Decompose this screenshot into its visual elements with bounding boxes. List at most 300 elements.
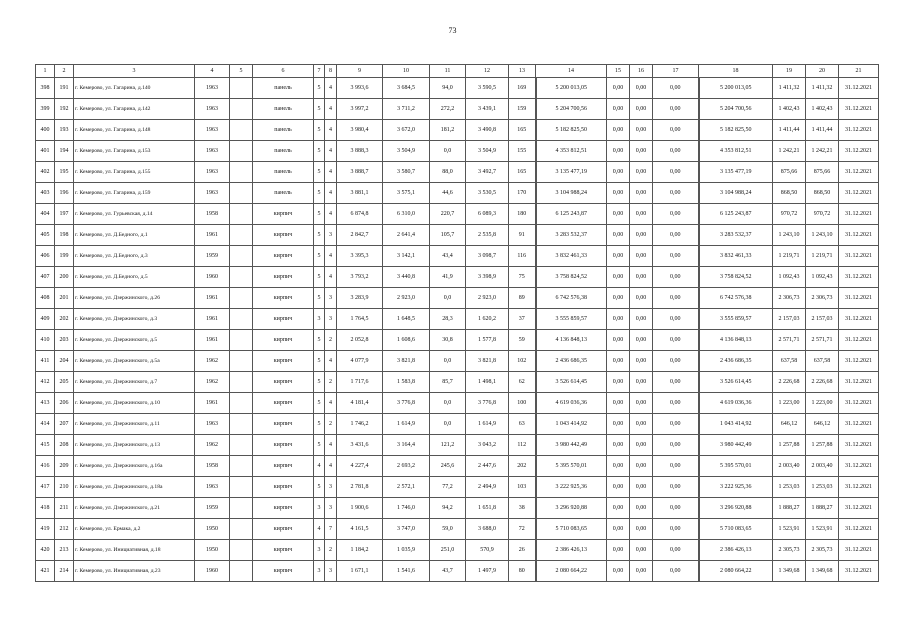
table-cell: 4 bbox=[325, 393, 337, 414]
table-cell: 1 764,5 bbox=[337, 309, 383, 330]
table-cell: 3 296 920,88 bbox=[699, 498, 773, 519]
table-cell: 1961 bbox=[195, 330, 230, 351]
table-cell: 0,00 bbox=[653, 120, 699, 141]
table-cell: 31.12.2021 bbox=[839, 498, 879, 519]
column-header-11: 11 bbox=[430, 65, 466, 78]
table-cell: 0,0 bbox=[430, 393, 466, 414]
table-cell: 410 bbox=[36, 330, 55, 351]
table-cell: 1 523,91 bbox=[773, 519, 806, 540]
table-cell: 91 bbox=[509, 225, 536, 246]
table-row bbox=[36, 267, 879, 288]
table-cell: 5 710 083,65 bbox=[536, 519, 607, 540]
table-cell: 3 bbox=[325, 477, 337, 498]
table-cell: 6 874,8 bbox=[337, 204, 383, 225]
table-cell: 1 746,2 bbox=[337, 414, 383, 435]
table-cell: 181,2 bbox=[430, 120, 466, 141]
table-cell: 0,00 bbox=[630, 246, 653, 267]
table-cell: 3 881,1 bbox=[337, 183, 383, 204]
table-cell: 1 888,27 bbox=[806, 498, 839, 519]
table-cell: кирпич bbox=[253, 519, 314, 540]
table-cell: 1963 bbox=[195, 99, 230, 120]
table-cell: 5 bbox=[314, 288, 325, 309]
table-cell: 31.12.2021 bbox=[839, 519, 879, 540]
table-cell: 3 492,7 bbox=[466, 162, 509, 183]
table-cell: кирпич bbox=[253, 204, 314, 225]
table-cell: 0,00 bbox=[630, 141, 653, 162]
table-cell: 6 742 576,38 bbox=[699, 288, 773, 309]
table-cell: 198 bbox=[55, 225, 74, 246]
table-cell: 2 080 664,22 bbox=[536, 561, 607, 582]
table-cell: 0,00 bbox=[653, 456, 699, 477]
table-cell: 2 447,6 bbox=[466, 456, 509, 477]
table-cell bbox=[230, 141, 253, 162]
table-cell: 0,00 bbox=[653, 540, 699, 561]
table-cell: 1 242,21 bbox=[806, 141, 839, 162]
table-cell: 3 504,9 bbox=[466, 141, 509, 162]
table-cell: 1 498,1 bbox=[466, 372, 509, 393]
column-header-5: 5 bbox=[230, 65, 253, 78]
table-cell: 2 494,9 bbox=[466, 477, 509, 498]
table-cell: 2 052,8 bbox=[337, 330, 383, 351]
table-cell: 3 395,3 bbox=[337, 246, 383, 267]
table-cell: 220,7 bbox=[430, 204, 466, 225]
table-cell: 0,00 bbox=[653, 414, 699, 435]
table-cell: 0,00 bbox=[607, 351, 630, 372]
table-cell: 0,00 bbox=[607, 141, 630, 162]
table-cell: 2 923,0 bbox=[466, 288, 509, 309]
table-cell: г. Кемерово, ул. Дзержинского, д.21 bbox=[74, 498, 195, 519]
table-cell: 1 035,9 bbox=[383, 540, 430, 561]
table-cell: 3 bbox=[325, 225, 337, 246]
table-row bbox=[36, 498, 879, 519]
table-cell: 155 bbox=[509, 141, 536, 162]
table-cell: 159 bbox=[509, 99, 536, 120]
table-cell: 245,6 bbox=[430, 456, 466, 477]
table-cell: 3 980 442,49 bbox=[699, 435, 773, 456]
table-cell: 1 523,91 bbox=[806, 519, 839, 540]
column-header-3: 3 bbox=[74, 65, 195, 78]
table-cell: 3 bbox=[314, 498, 325, 519]
table-row bbox=[36, 78, 879, 99]
table-row bbox=[36, 99, 879, 120]
table-cell: 0,00 bbox=[607, 288, 630, 309]
table-row bbox=[36, 288, 879, 309]
table-cell: 2 436 686,35 bbox=[699, 351, 773, 372]
table-cell: 4 227,4 bbox=[337, 456, 383, 477]
table-cell: 0,00 bbox=[653, 183, 699, 204]
table-cell bbox=[230, 372, 253, 393]
table-cell: 5 bbox=[314, 477, 325, 498]
table-cell: 1 219,71 bbox=[806, 246, 839, 267]
header-row bbox=[36, 65, 879, 78]
table-cell: 5 bbox=[314, 225, 325, 246]
table-cell: 411 bbox=[36, 351, 55, 372]
table-cell: 3 135 477,19 bbox=[536, 162, 607, 183]
table-cell: 3 821,8 bbox=[383, 351, 430, 372]
table-cell: 0,00 bbox=[630, 477, 653, 498]
table-row bbox=[36, 456, 879, 477]
table-cell: 169 bbox=[509, 78, 536, 99]
table-row bbox=[36, 141, 879, 162]
table-cell: 0,00 bbox=[630, 267, 653, 288]
table-cell bbox=[230, 267, 253, 288]
table-cell: 31.12.2021 bbox=[839, 78, 879, 99]
table-cell: кирпич bbox=[253, 456, 314, 477]
table-cell: 868,50 bbox=[773, 183, 806, 204]
table-cell: 44,6 bbox=[430, 183, 466, 204]
table-cell: 5 bbox=[314, 393, 325, 414]
table-cell: 31.12.2021 bbox=[839, 414, 879, 435]
table-cell: г. Кемерово, ул. Д.Бедного, д.1 bbox=[74, 225, 195, 246]
table-cell: 77,2 bbox=[430, 477, 466, 498]
table-cell: 1 900,6 bbox=[337, 498, 383, 519]
table-cell: 0,0 bbox=[430, 351, 466, 372]
table-cell: 5 200 013,05 bbox=[536, 78, 607, 99]
table-row bbox=[36, 540, 879, 561]
table-cell: 1 242,21 bbox=[773, 141, 806, 162]
table-cell: 2 bbox=[325, 330, 337, 351]
table-cell: 0,00 bbox=[607, 477, 630, 498]
table-cell: 3 504,9 bbox=[383, 141, 430, 162]
table-cell: 0,00 bbox=[653, 204, 699, 225]
table-cell: 5 bbox=[314, 351, 325, 372]
table-cell: 3 993,6 bbox=[337, 78, 383, 99]
table-cell: 0,00 bbox=[653, 99, 699, 120]
table-cell: 72 bbox=[509, 519, 536, 540]
table-cell: 5 200 013,05 bbox=[699, 78, 773, 99]
table-cell: 4 353 812,51 bbox=[699, 141, 773, 162]
table-cell: 402 bbox=[36, 162, 55, 183]
table-cell: 0,00 bbox=[607, 330, 630, 351]
table-cell: 1 497,9 bbox=[466, 561, 509, 582]
table-cell: 403 bbox=[36, 183, 55, 204]
table-cell: 0,00 bbox=[607, 435, 630, 456]
table-cell: 31.12.2021 bbox=[839, 435, 879, 456]
table-cell: 43,7 bbox=[430, 561, 466, 582]
table-cell: 3 283 532,37 bbox=[699, 225, 773, 246]
table-cell: 4 bbox=[325, 267, 337, 288]
table-cell: 0,00 bbox=[607, 309, 630, 330]
table-row bbox=[36, 372, 879, 393]
table-cell: 193 bbox=[55, 120, 74, 141]
table-cell: 2 003,40 bbox=[773, 456, 806, 477]
table-cell bbox=[230, 414, 253, 435]
table-cell: 2 305,73 bbox=[773, 540, 806, 561]
table-cell: 0,00 bbox=[653, 246, 699, 267]
table-cell: 1 349,68 bbox=[806, 561, 839, 582]
column-header-12: 12 bbox=[466, 65, 509, 78]
table-cell: 0,00 bbox=[630, 351, 653, 372]
table-cell bbox=[230, 78, 253, 99]
table-cell: 3 832 461,33 bbox=[536, 246, 607, 267]
table-cell: 192 bbox=[55, 99, 74, 120]
column-header-8: 8 bbox=[325, 65, 337, 78]
table-cell: 6 310,0 bbox=[383, 204, 430, 225]
table-cell: кирпич bbox=[253, 351, 314, 372]
table-cell: 2 386 426,13 bbox=[699, 540, 773, 561]
table-cell: 5 bbox=[314, 162, 325, 183]
table-cell: 1 651,8 bbox=[466, 498, 509, 519]
table-cell: 0,00 bbox=[653, 561, 699, 582]
table-cell: 3 980 442,49 bbox=[536, 435, 607, 456]
table-cell: 405 bbox=[36, 225, 55, 246]
table-cell: 2 571,71 bbox=[773, 330, 806, 351]
table-cell: 31.12.2021 bbox=[839, 162, 879, 183]
table-cell: 201 bbox=[55, 288, 74, 309]
table-cell: 1962 bbox=[195, 372, 230, 393]
table-cell: 0,00 bbox=[630, 309, 653, 330]
table-cell: 4 bbox=[325, 204, 337, 225]
table-cell: 0,00 bbox=[630, 498, 653, 519]
table-cell: 2 bbox=[325, 540, 337, 561]
table-cell: 407 bbox=[36, 267, 55, 288]
table-cell: 3 043,2 bbox=[466, 435, 509, 456]
table-cell: 3 758 824,52 bbox=[699, 267, 773, 288]
table-cell: 31.12.2021 bbox=[839, 393, 879, 414]
table-row bbox=[36, 309, 879, 330]
table-cell: 194 bbox=[55, 141, 74, 162]
table-cell: 1 746,0 bbox=[383, 498, 430, 519]
table-cell: 1 888,27 bbox=[773, 498, 806, 519]
table-cell: 59,0 bbox=[430, 519, 466, 540]
table-cell: 2 226,68 bbox=[773, 372, 806, 393]
table-cell: 1961 bbox=[195, 393, 230, 414]
table-cell: 5 204 700,56 bbox=[536, 99, 607, 120]
table-cell: 31.12.2021 bbox=[839, 120, 879, 141]
table-cell: 31.12.2021 bbox=[839, 246, 879, 267]
table-cell: 417 bbox=[36, 477, 55, 498]
table-cell: г. Кемерово, ул. Дзержинского, д.7 bbox=[74, 372, 195, 393]
table-cell: 420 bbox=[36, 540, 55, 561]
table-cell: 4 bbox=[314, 519, 325, 540]
table-cell: 2 923,0 bbox=[383, 288, 430, 309]
table-cell: 31.12.2021 bbox=[839, 288, 879, 309]
table-cell: 3 575,1 bbox=[383, 183, 430, 204]
table-cell: 0,00 bbox=[653, 267, 699, 288]
table-row bbox=[36, 204, 879, 225]
table-cell: г. Кемерово, ул. Гагарина, д.159 bbox=[74, 183, 195, 204]
table-cell: 2 306,73 bbox=[806, 288, 839, 309]
table-cell: 105,7 bbox=[430, 225, 466, 246]
table-cell: 207 bbox=[55, 414, 74, 435]
column-header-14: 14 bbox=[536, 65, 607, 78]
table-cell: 196 bbox=[55, 183, 74, 204]
table-cell: 3 530,5 bbox=[466, 183, 509, 204]
table-cell: 205 bbox=[55, 372, 74, 393]
table-cell: 6 125 243,87 bbox=[699, 204, 773, 225]
table-cell: 0,00 bbox=[653, 372, 699, 393]
table-cell: г. Кемерово, ул. Гурьевская, д.14 bbox=[74, 204, 195, 225]
table-cell: 399 bbox=[36, 99, 55, 120]
table-cell bbox=[230, 120, 253, 141]
table-cell: 412 bbox=[36, 372, 55, 393]
table-cell bbox=[230, 99, 253, 120]
table-cell: 3 439,1 bbox=[466, 99, 509, 120]
table-row bbox=[36, 435, 879, 456]
table-cell: 63 bbox=[509, 414, 536, 435]
table-cell: 570,9 bbox=[466, 540, 509, 561]
table-row bbox=[36, 351, 879, 372]
table-cell: 75 bbox=[509, 267, 536, 288]
table-cell bbox=[230, 498, 253, 519]
table-cell: 1 411,32 bbox=[806, 78, 839, 99]
table-cell: 100 bbox=[509, 393, 536, 414]
table-cell: 4 bbox=[325, 120, 337, 141]
column-header-17: 17 bbox=[653, 65, 699, 78]
table-cell: 3 098,7 bbox=[466, 246, 509, 267]
table-cell: 637,58 bbox=[773, 351, 806, 372]
table-cell bbox=[230, 183, 253, 204]
table-cell: 0,00 bbox=[607, 120, 630, 141]
table-cell: кирпич bbox=[253, 288, 314, 309]
table-row bbox=[36, 225, 879, 246]
table-cell: 0,00 bbox=[653, 498, 699, 519]
table-cell: г. Кемерово, ул. Дзержинского, д.3 bbox=[74, 309, 195, 330]
table-cell: 165 bbox=[509, 162, 536, 183]
table-row bbox=[36, 183, 879, 204]
table-cell: г. Кемерово, ул. Инициативная, д.18 bbox=[74, 540, 195, 561]
table-cell: 3 758 824,52 bbox=[536, 267, 607, 288]
table-cell: 1958 bbox=[195, 204, 230, 225]
table-cell: 31.12.2021 bbox=[839, 540, 879, 561]
table-cell: 272,2 bbox=[430, 99, 466, 120]
table-cell: 1 411,44 bbox=[773, 120, 806, 141]
table-cell: 3 104 988,24 bbox=[699, 183, 773, 204]
table-cell: 415 bbox=[36, 435, 55, 456]
table-cell: 1 717,6 bbox=[337, 372, 383, 393]
table-cell: 0,00 bbox=[630, 456, 653, 477]
table-cell: 3 980,4 bbox=[337, 120, 383, 141]
table-cell: 202 bbox=[55, 309, 74, 330]
housing-register-table bbox=[35, 64, 879, 582]
table-cell: 416 bbox=[36, 456, 55, 477]
table-cell: 0,00 bbox=[607, 204, 630, 225]
table-cell: 0,00 bbox=[653, 330, 699, 351]
table-cell: 4 136 848,13 bbox=[536, 330, 607, 351]
table-cell: 31.12.2021 bbox=[839, 477, 879, 498]
table-cell: 170 bbox=[509, 183, 536, 204]
table-cell: 1 614,9 bbox=[466, 414, 509, 435]
table-cell bbox=[230, 540, 253, 561]
table-cell: 211 bbox=[55, 498, 74, 519]
table-cell: 3 bbox=[325, 498, 337, 519]
table-cell: 0,00 bbox=[630, 561, 653, 582]
table-cell: 0,00 bbox=[630, 372, 653, 393]
table-cell: 875,66 bbox=[773, 162, 806, 183]
table-cell: 38 bbox=[509, 498, 536, 519]
table-cell: 88,0 bbox=[430, 162, 466, 183]
table-cell: 2 572,1 bbox=[383, 477, 430, 498]
table-cell: 0,00 bbox=[630, 162, 653, 183]
table-cell: 1 620,2 bbox=[466, 309, 509, 330]
table-cell: 4 bbox=[325, 162, 337, 183]
table-cell: 4 bbox=[325, 99, 337, 120]
column-header-1: 1 bbox=[36, 65, 55, 78]
table-cell: 0,00 bbox=[607, 78, 630, 99]
table-cell: 212 bbox=[55, 519, 74, 540]
table-cell: 3 440,8 bbox=[383, 267, 430, 288]
column-header-4: 4 bbox=[195, 65, 230, 78]
table-cell: 41,9 bbox=[430, 267, 466, 288]
table-cell: 3 684,5 bbox=[383, 78, 430, 99]
table-cell: 2 641,4 bbox=[383, 225, 430, 246]
table-cell: 1963 bbox=[195, 414, 230, 435]
table-cell bbox=[230, 435, 253, 456]
table-row bbox=[36, 414, 879, 435]
table-cell: 1 253,03 bbox=[806, 477, 839, 498]
table-cell bbox=[230, 456, 253, 477]
column-header-9: 9 bbox=[337, 65, 383, 78]
table-cell: 4 bbox=[325, 456, 337, 477]
table-cell: 3 888,3 bbox=[337, 141, 383, 162]
table-cell: 180 bbox=[509, 204, 536, 225]
table-cell: 31.12.2021 bbox=[839, 225, 879, 246]
table-cell: 5 204 700,56 bbox=[699, 99, 773, 120]
table-cell: 1963 bbox=[195, 183, 230, 204]
table-cell: 0,00 bbox=[630, 393, 653, 414]
table-cell: г. Кемерово, ул. Дзержинского, д.5 bbox=[74, 330, 195, 351]
table-cell: 1963 bbox=[195, 141, 230, 162]
table-cell: 2 003,40 bbox=[806, 456, 839, 477]
table-cell: 2 436 686,35 bbox=[536, 351, 607, 372]
table-cell: г. Кемерово, ул. Гагарина, д.155 bbox=[74, 162, 195, 183]
table-cell: 1963 bbox=[195, 162, 230, 183]
table-cell: 409 bbox=[36, 309, 55, 330]
table-cell: 213 bbox=[55, 540, 74, 561]
table-cell: 31.12.2021 bbox=[839, 99, 879, 120]
table-cell: 3 555 859,57 bbox=[699, 309, 773, 330]
table-cell: 0,00 bbox=[607, 393, 630, 414]
page-number: 73 bbox=[448, 26, 457, 35]
table-cell: 85,7 bbox=[430, 372, 466, 393]
table-cell bbox=[230, 309, 253, 330]
table-cell: 3 711,2 bbox=[383, 99, 430, 120]
table-cell: 0,00 bbox=[630, 414, 653, 435]
table-cell: 0,00 bbox=[630, 330, 653, 351]
table-cell: 970,72 bbox=[806, 204, 839, 225]
table-cell bbox=[230, 225, 253, 246]
table-cell: 80 bbox=[509, 561, 536, 582]
table-cell: 1 092,43 bbox=[806, 267, 839, 288]
table-cell: 3 bbox=[314, 561, 325, 582]
table-cell: 4 bbox=[314, 456, 325, 477]
table-cell: 0,00 bbox=[653, 162, 699, 183]
table-cell: 1 614,9 bbox=[383, 414, 430, 435]
table-cell: 404 bbox=[36, 204, 55, 225]
table-cell: 1 219,71 bbox=[773, 246, 806, 267]
table-cell: 0,00 bbox=[653, 141, 699, 162]
table-cell: 4 619 036,36 bbox=[536, 393, 607, 414]
table-cell: 0,00 bbox=[630, 99, 653, 120]
table-cell: 7 bbox=[325, 519, 337, 540]
table-cell: кирпич bbox=[253, 414, 314, 435]
table-cell: 1 349,68 bbox=[773, 561, 806, 582]
table-cell: 0,00 bbox=[653, 78, 699, 99]
table-cell: 121,2 bbox=[430, 435, 466, 456]
table-cell: г. Кемерово, ул. Дзержинского, д.26 bbox=[74, 288, 195, 309]
table-cell: 3 142,1 bbox=[383, 246, 430, 267]
column-header-18: 18 bbox=[699, 65, 773, 78]
table-cell: 1961 bbox=[195, 309, 230, 330]
table-cell: 419 bbox=[36, 519, 55, 540]
table-cell: 2 080 664,22 bbox=[699, 561, 773, 582]
table-cell: панель bbox=[253, 99, 314, 120]
table-cell: 3 672,0 bbox=[383, 120, 430, 141]
table-cell: 59 bbox=[509, 330, 536, 351]
table-cell: 1 257,88 bbox=[773, 435, 806, 456]
table-cell: 1 257,88 bbox=[806, 435, 839, 456]
table-cell: 31.12.2021 bbox=[839, 330, 879, 351]
